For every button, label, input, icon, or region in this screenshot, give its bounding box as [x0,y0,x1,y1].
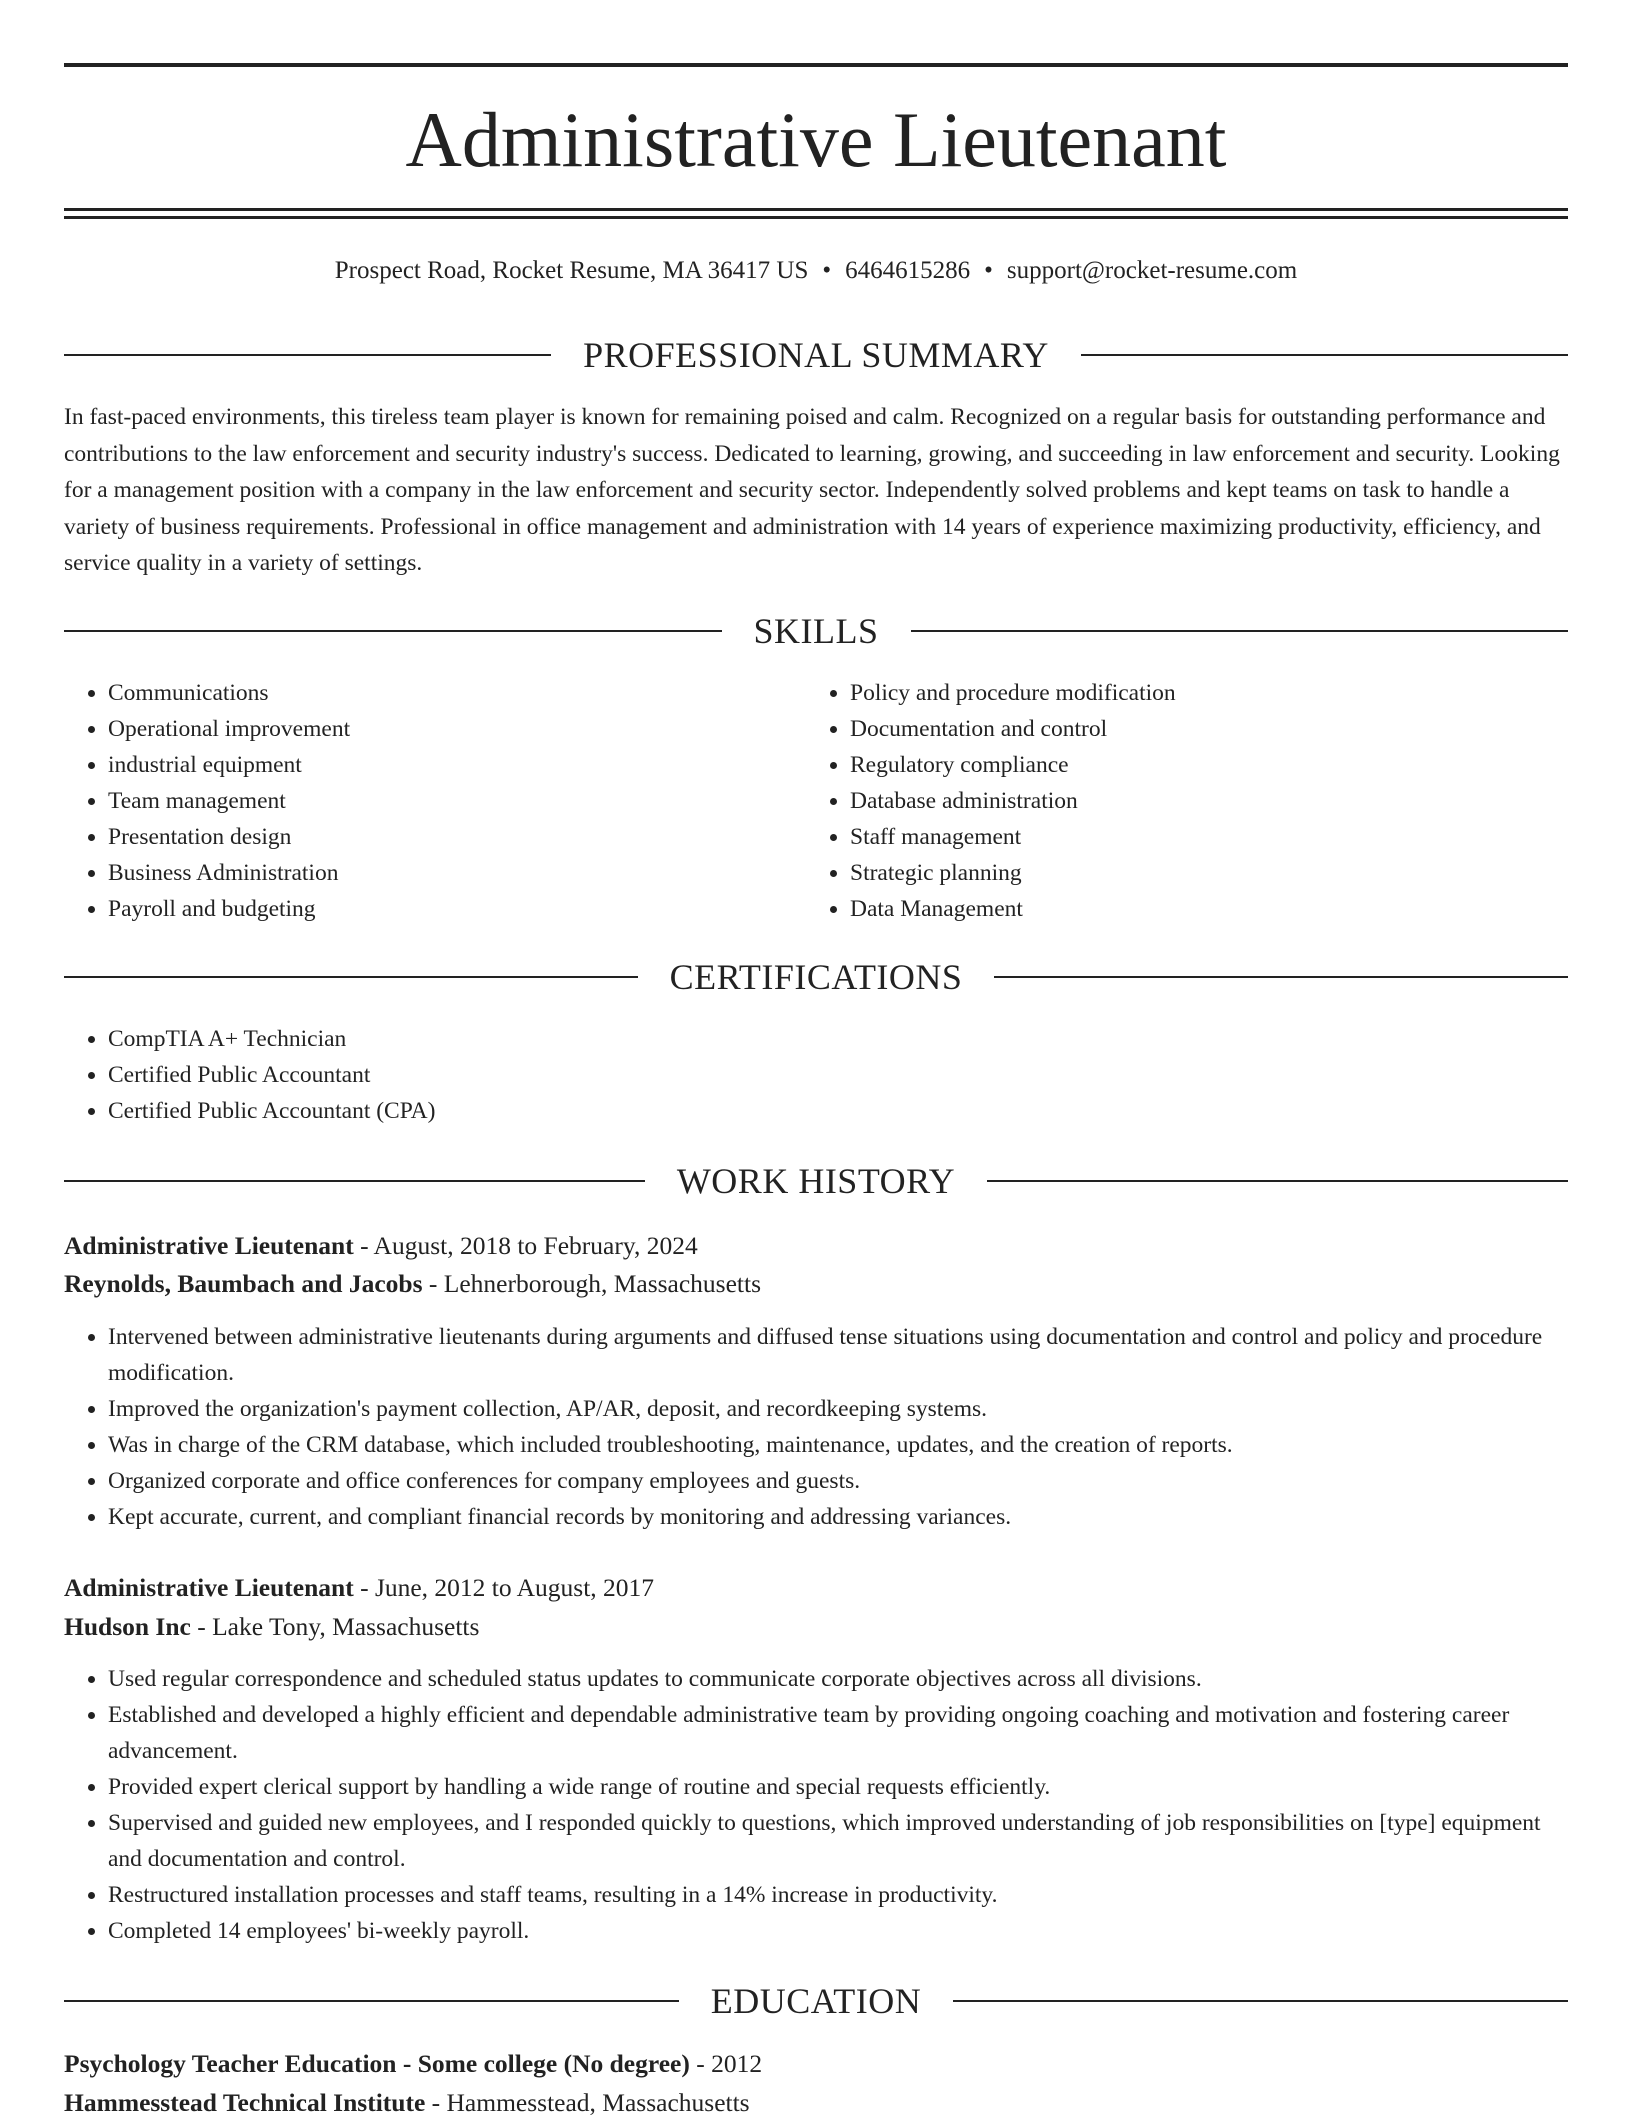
job-company-line [64,1265,1568,1303]
job-company-line [64,1608,1568,1646]
heading-rule [911,630,1569,632]
education-school-line [64,2084,1568,2122]
job-company: Reynolds, Baumbach and Jacobs [64,1269,423,1298]
section-title: PROFESSIONAL SUMMARY [583,335,1049,375]
job-bullets [64,1319,1568,1535]
job-bullets [64,1661,1568,1949]
job-location: - Lake Tony, Massachusetts [190,1612,480,1641]
heading-rule [987,1180,1568,1182]
job-bullet: • Established and developed a highly efficient and dependable administrative team by providing ongoing coaching and motivation and fostering career advancement. [108,1697,1568,1769]
job-title-line [64,1569,1568,1607]
skill-item: • Policy and procedure modification [850,675,1570,711]
work-history-heading [64,1159,1568,1203]
skill-item: • Strategic planning [850,855,1570,891]
skills-list-right [806,675,1570,927]
job-dates: - August, 2018 to February, 2024 [353,1231,698,1260]
job-bullet: • Intervened between administrative lieutenants during arguments and diffused tense situations using documentation and control and policy and procedure modification. [108,1319,1568,1391]
heading-rule [953,2000,1568,2002]
education-year: - 2012 [689,2049,763,2078]
heading-rule [994,976,1568,978]
job-bullet: • Supervised and guided new employees, and I responded quickly to questions, which improved understanding of job responsibilities on [type] equipment and documentation and control. [108,1805,1568,1877]
job-title: Administrative Lieutenant [64,1231,354,1260]
skill-item: • Operational improvement [108,711,808,747]
certifications-heading [64,955,1568,999]
skill-item: • Payroll and budgeting [108,891,808,927]
skill-item: • Regulatory compliance [850,747,1570,783]
certification-item: • Certified Public Accountant (CPA) [108,1093,1568,1129]
skill-item: • Documentation and control [850,711,1570,747]
job-bullet: • Was in charge of the CRM database, which included troubleshooting, maintenance, updates, and the creation of reports. [108,1427,1568,1463]
section-title: EDUCATION [710,1981,922,2021]
section-title: CERTIFICATIONS [669,957,963,997]
header-rule-lower [64,216,1568,219]
job-bullet: • Provided expert clerical support by handling a wide range of routine and special requests efficiently. [108,1769,1568,1805]
job-bullet: • Improved the organization's payment collection, AP/AR, deposit, and recordkeeping systems. [108,1391,1568,1427]
header-rule-upper [64,208,1568,211]
skill-item: • Database administration [850,783,1570,819]
job-bullet: • Used regular correspondence and scheduled status updates to communicate corporate objectives across all divisions. [108,1661,1568,1697]
heading-rule [64,2000,679,2002]
job-title: Administrative Lieutenant [64,1573,354,1602]
contact-separator: • [822,257,832,284]
skills-heading [64,609,1568,653]
education-degree-line [64,2045,1568,2083]
job-bullet: • Kept accurate, current, and compliant financial records by monitoring and addressing variances. [108,1499,1568,1535]
job-bullet: • Organized corporate and office conferences for company employees and guests. [108,1463,1568,1499]
heading-rule [64,630,722,632]
job-bullet: • Completed 14 employees' bi-weekly payroll. [108,1913,1568,1949]
skill-item: • Data Management [850,891,1570,927]
section-title: WORK HISTORY [676,1161,956,1201]
heading-rule [1081,354,1568,356]
summary-text: In fast-paced environments, this tireless team player is known for remaining poised and calm. Recognized on a regular basis for outstanding performance and contributions to the law enforcement and security industry's success. Dedicated to learning, growing, and succeeding in law enforcement and security. Looking for a management position with a company in the law enforcement and security sector. Independently solved problems and kept teams on task to handle a variety of business requirements. Professional in office management and administration with 14 years of experience maximizing productivity, efficiency, and service quality in a variety of settings. [64,404,1560,576]
skill-item: • Staff management [850,819,1570,855]
heading-rule [64,976,638,978]
contact-email: support@rocket-resume.com [1006,257,1298,284]
skill-item: • Business Administration [108,855,808,891]
certifications-list [64,1021,1568,1129]
skill-item: • industrial equipment [108,747,808,783]
job-title-line [64,1227,1568,1265]
education-location: - Hammesstead, Massachusetts [425,2088,750,2117]
skill-item: • Team management [108,783,808,819]
skill-item: • Presentation design [108,819,808,855]
job-company: Hudson Inc [64,1612,191,1641]
candidate-name: Administrative Lieutenant [405,96,1227,183]
certification-item: • Certified Public Accountant [108,1057,1568,1093]
job-dates: - June, 2012 to August, 2017 [353,1573,655,1602]
skills-list-left [64,675,808,927]
certification-item: • CompTIA A+ Technician [108,1021,1568,1057]
section-title: SKILLS [753,611,879,651]
header-top-rule [64,63,1568,67]
contact-separator: • [984,257,993,284]
job-bullet: • Restructured installation processes and staff teams, resulting in a 14% increase in productivity. [108,1877,1568,1913]
contact-line [64,254,1568,288]
job-location: - Lehnerborough, Massachusetts [422,1269,762,1298]
heading-rule [64,1180,645,1182]
education-school: Hammesstead Technical Institute [64,2088,426,2117]
heading-rule [64,354,551,356]
summary-heading [64,333,1568,377]
education-degree: Psychology Teacher Education - Some college (No degree) [64,2049,690,2078]
education-heading [64,1979,1568,2023]
skill-item: • Communications [108,675,808,711]
contact-phone: 6464615286 [845,257,971,284]
contact-address: Prospect Road, Rocket Resume, MA 36417 US [334,257,809,284]
